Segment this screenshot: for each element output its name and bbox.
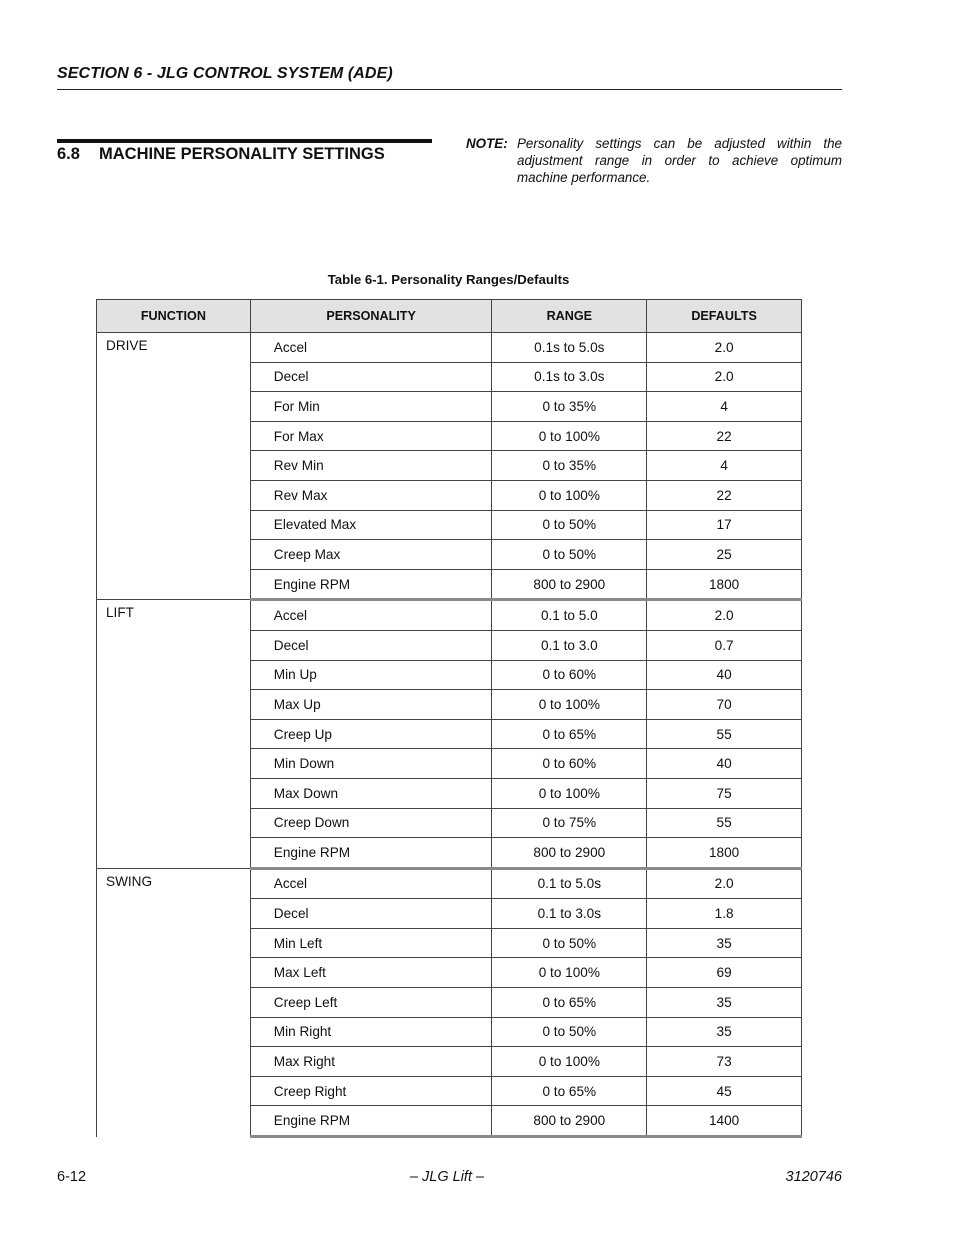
- section-heading: [57, 145, 385, 164]
- default-cell: 70: [647, 690, 802, 720]
- footer-brand: – JLG Lift –: [409, 1169, 485, 1185]
- personality-cell: Engine RPM: [250, 838, 492, 869]
- range-cell: 0 to 75%: [492, 808, 647, 838]
- personality-cell: Creep Max: [250, 540, 492, 570]
- default-cell: 22: [647, 480, 802, 510]
- range-cell: 0 to 100%: [492, 778, 647, 808]
- range-cell: 0.1s to 3.0s: [492, 362, 647, 392]
- default-cell: 69: [647, 958, 802, 988]
- page-number: 6-12: [57, 1169, 87, 1185]
- range-cell: 0 to 65%: [492, 988, 647, 1018]
- personality-cell: Min Left: [250, 928, 492, 958]
- personality-cell: Creep Down: [250, 808, 492, 838]
- range-cell: 0.1s to 5.0s: [492, 333, 647, 363]
- table-header-row: [97, 300, 802, 333]
- range-cell: 0 to 65%: [492, 1076, 647, 1106]
- default-cell: 25: [647, 540, 802, 570]
- range-cell: 800 to 2900: [492, 569, 647, 600]
- range-cell: 0 to 50%: [492, 928, 647, 958]
- column-header-personality: PERSONALITY: [250, 300, 492, 333]
- range-cell: 0 to 35%: [492, 451, 647, 481]
- range-cell: 0 to 100%: [492, 690, 647, 720]
- personality-cell: Creep Right: [250, 1076, 492, 1106]
- default-cell: 35: [647, 988, 802, 1018]
- range-cell: 0.1 to 5.0: [492, 600, 647, 631]
- default-cell: 1400: [647, 1106, 802, 1137]
- default-cell: 55: [647, 719, 802, 749]
- note-label: NOTE:: [466, 136, 508, 151]
- personality-cell: Creep Up: [250, 719, 492, 749]
- personality-cell: Rev Min: [250, 451, 492, 481]
- header-divider: [57, 89, 842, 90]
- personality-cell: Decel: [250, 899, 492, 929]
- default-cell: 40: [647, 660, 802, 690]
- personality-cell: Accel: [250, 868, 492, 899]
- function-cell: SWING: [97, 868, 251, 1136]
- personality-cell: Max Left: [250, 958, 492, 988]
- default-cell: 2.0: [647, 333, 802, 363]
- personality-cell: Engine RPM: [250, 1106, 492, 1137]
- personality-cell: Accel: [250, 600, 492, 631]
- default-cell: 75: [647, 778, 802, 808]
- default-cell: 2.0: [647, 868, 802, 899]
- range-cell: 0 to 35%: [492, 392, 647, 422]
- function-cell: DRIVE: [97, 333, 251, 600]
- default-cell: 1800: [647, 569, 802, 600]
- section-number: 6.8: [57, 145, 80, 163]
- default-cell: 2.0: [647, 600, 802, 631]
- default-cell: 40: [647, 749, 802, 779]
- table-row: [97, 868, 802, 899]
- note-text: Personality settings can be adjusted within the adjustment range in order to achieve optimum machine performance.: [517, 136, 842, 185]
- column-header-function: FUNCTION: [97, 300, 251, 333]
- personality-cell: Min Up: [250, 660, 492, 690]
- personality-cell: Max Right: [250, 1047, 492, 1077]
- default-cell: 35: [647, 928, 802, 958]
- column-header-range: RANGE: [492, 300, 647, 333]
- default-cell: 73: [647, 1047, 802, 1077]
- personality-cell: Elevated Max: [250, 510, 492, 540]
- personality-cell: For Max: [250, 421, 492, 451]
- personality-cell: Decel: [250, 630, 492, 660]
- default-cell: 45: [647, 1076, 802, 1106]
- personality-cell: Accel: [250, 333, 492, 363]
- personality-cell: Rev Max: [250, 480, 492, 510]
- default-cell: 4: [647, 451, 802, 481]
- range-cell: 0 to 100%: [492, 421, 647, 451]
- range-cell: 0.1 to 5.0s: [492, 868, 647, 899]
- default-cell: 1800: [647, 838, 802, 869]
- table-row: [97, 600, 802, 631]
- default-cell: 17: [647, 510, 802, 540]
- personality-cell: Creep Left: [250, 988, 492, 1018]
- document-number: 3120746: [785, 1169, 842, 1185]
- range-cell: 0 to 100%: [492, 958, 647, 988]
- default-cell: 2.0: [647, 362, 802, 392]
- range-cell: 0.1 to 3.0: [492, 630, 647, 660]
- table-body: [97, 333, 802, 1137]
- table-row: [97, 333, 802, 363]
- personality-cell: For Min: [250, 392, 492, 422]
- table-caption: Table 6-1. Personality Ranges/Defaults: [327, 272, 570, 287]
- note-block: [466, 135, 842, 186]
- range-cell: 0 to 60%: [492, 749, 647, 779]
- range-cell: 0 to 65%: [492, 719, 647, 749]
- section-title: MACHINE PERSONALITY SETTINGS: [99, 145, 385, 163]
- default-cell: 55: [647, 808, 802, 838]
- personality-cell: Min Down: [250, 749, 492, 779]
- range-cell: 800 to 2900: [492, 1106, 647, 1137]
- range-cell: 0 to 50%: [492, 540, 647, 570]
- personality-cell: Max Down: [250, 778, 492, 808]
- range-cell: 0.1 to 3.0s: [492, 899, 647, 929]
- section-heading-bar: [57, 139, 432, 143]
- range-cell: 0 to 50%: [492, 510, 647, 540]
- personality-cell: Engine RPM: [250, 569, 492, 600]
- range-cell: 0 to 50%: [492, 1017, 647, 1047]
- personality-table: [96, 299, 802, 1138]
- default-cell: 1.8: [647, 899, 802, 929]
- default-cell: 4: [647, 392, 802, 422]
- personality-cell: Min Right: [250, 1017, 492, 1047]
- range-cell: 800 to 2900: [492, 838, 647, 869]
- function-cell: LIFT: [97, 600, 251, 868]
- default-cell: 35: [647, 1017, 802, 1047]
- section-header-title: SECTION 6 - JLG CONTROL SYSTEM (ADE): [57, 65, 393, 82]
- range-cell: 0 to 60%: [492, 660, 647, 690]
- personality-cell: Decel: [250, 362, 492, 392]
- range-cell: 0 to 100%: [492, 1047, 647, 1077]
- personality-cell: Max Up: [250, 690, 492, 720]
- default-cell: 22: [647, 421, 802, 451]
- column-header-defaults: DEFAULTS: [647, 300, 802, 333]
- default-cell: 0.7: [647, 630, 802, 660]
- range-cell: 0 to 100%: [492, 480, 647, 510]
